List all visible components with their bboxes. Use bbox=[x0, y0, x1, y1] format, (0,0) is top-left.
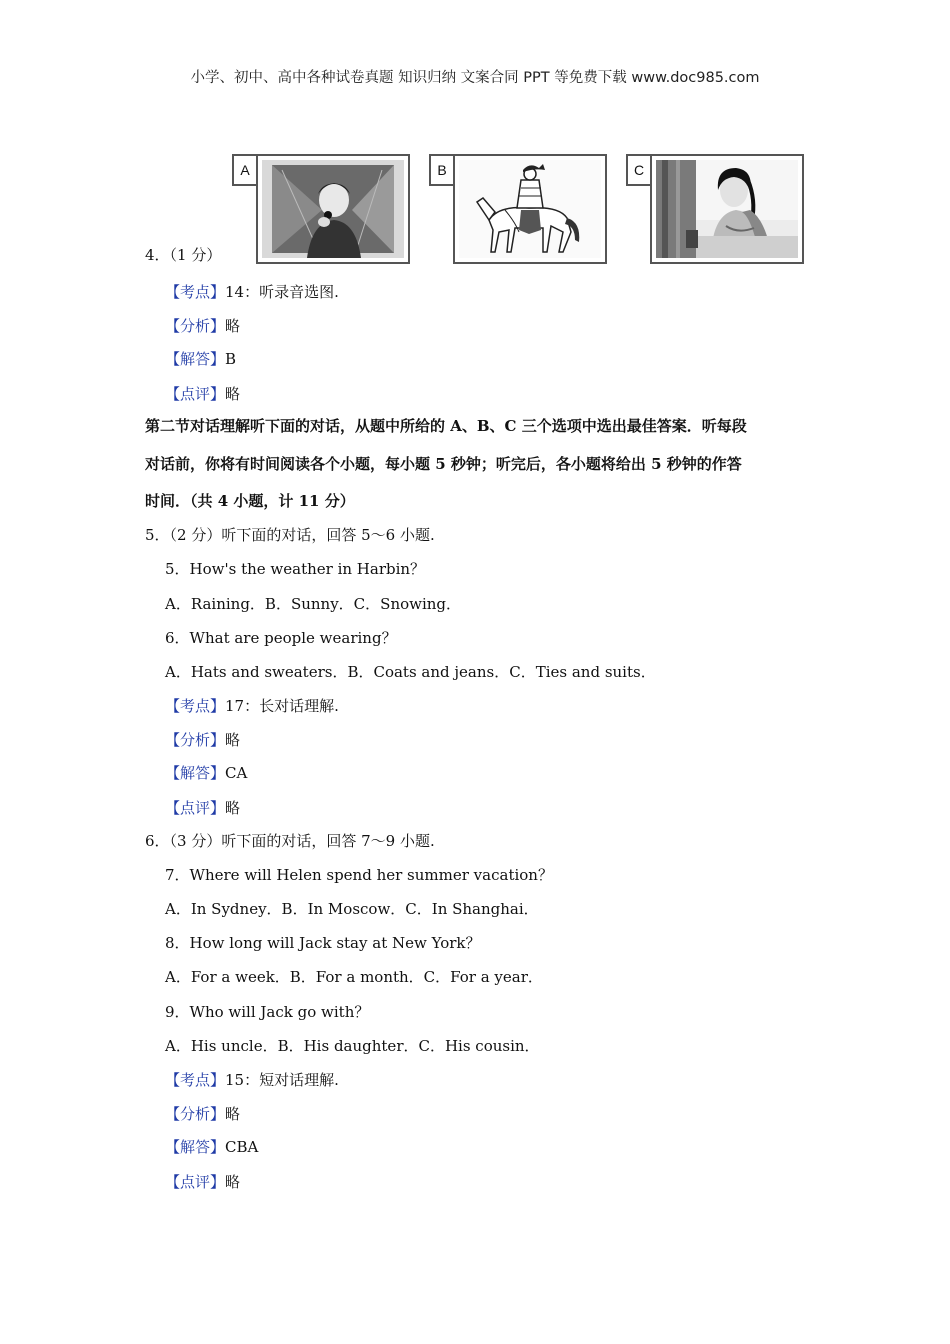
q6-number: 6．（3 分）听下面的对话，回答 7～9 小题. bbox=[145, 832, 435, 850]
fenxi-tag: 【分析】 bbox=[165, 1105, 226, 1123]
fenxi-text: 略 bbox=[225, 317, 241, 335]
picture-a-label: A bbox=[232, 154, 258, 186]
jieda-tag: 【解答】 bbox=[165, 350, 226, 368]
dianping-tag: 【点评】 bbox=[165, 1173, 226, 1191]
section-heading-line3: 时间．（共 4 小题，计 11 分） bbox=[145, 492, 355, 510]
knight-on-horse bbox=[459, 160, 601, 258]
q6-options3: A．His uncle．B．His daughter．C．His cousin． bbox=[165, 1037, 540, 1055]
girl-at-window bbox=[656, 160, 798, 258]
dianping-tag: 【点评】 bbox=[165, 385, 226, 403]
page-header: 小学、初中、高中各种试卷真题 知识归纳 文案合同 PPT 等免费下载 www.doc985.com bbox=[190, 70, 760, 86]
q6-fenxi bbox=[165, 1104, 240, 1124]
section-heading-line2: 对话前，你将有时间阅读各个小题，每小题 5 秒钟；听完后，各小题将给出 5 秒钟的作答 bbox=[145, 455, 742, 473]
q6-sub2: 8．How long will Jack stay at New York？ bbox=[165, 934, 481, 952]
fenxi-text: 略 bbox=[225, 1105, 241, 1123]
q6-options2: A．For a week．B．For a month．C．For a year． bbox=[165, 968, 543, 986]
kaodian-text: 15：短对话理解. bbox=[225, 1071, 339, 1089]
fenxi-tag: 【分析】 bbox=[165, 317, 226, 335]
dianping-text: 略 bbox=[225, 385, 241, 403]
q4-fenxi bbox=[165, 316, 240, 336]
picture-c-label: C bbox=[626, 154, 652, 186]
q6-sub1: 7．Where will Helen spend her summer vacation？ bbox=[165, 866, 553, 884]
q4-dianping bbox=[165, 384, 240, 404]
q5-kaodian bbox=[165, 696, 339, 716]
picture-b bbox=[437, 154, 607, 264]
dianping-tag: 【点评】 bbox=[165, 799, 226, 817]
picture-c bbox=[633, 154, 804, 264]
q5-options2: A．Hats and sweaters．B．Coats and jeans．C．Ties and suits． bbox=[165, 663, 656, 681]
jieda-text: CA bbox=[225, 764, 248, 782]
jieda-text: B bbox=[225, 350, 237, 368]
section-heading-line1: 第二节对话理解听下面的对话，从题中所给的 A、B、C 三个选项中选出最佳答案．听每段 bbox=[145, 417, 747, 435]
q4-kaodian bbox=[165, 282, 339, 302]
q5-fenxi bbox=[165, 730, 240, 750]
q6-jieda bbox=[165, 1137, 258, 1157]
q6-kaodian bbox=[165, 1070, 339, 1090]
dianping-text: 略 bbox=[225, 799, 241, 817]
q5-options1: A．Raining．B．Sunny．C．Snowing． bbox=[165, 595, 462, 613]
picture-a bbox=[240, 154, 410, 264]
dianping-text: 略 bbox=[225, 1173, 241, 1191]
q6-dianping bbox=[165, 1172, 240, 1192]
q5-dianping bbox=[165, 798, 240, 818]
kaodian-tag: 【考点】 bbox=[165, 1071, 226, 1089]
kaodian-text: 17：长对话理解. bbox=[225, 697, 339, 715]
q4-number: 4．（1 分） bbox=[145, 246, 222, 264]
kaodian-tag: 【考点】 bbox=[165, 697, 226, 715]
q5-number: 5．（2 分）听下面的对话，回答 5～6 小题. bbox=[145, 526, 435, 544]
q5-sub1: 5．How's the weather in Harbin？ bbox=[165, 560, 426, 578]
q4-jieda bbox=[165, 349, 236, 369]
q6-sub3: 9．Who will Jack go with？ bbox=[165, 1003, 370, 1021]
picture-b-label: B bbox=[429, 154, 455, 186]
singer-photo bbox=[262, 160, 404, 258]
fenxi-text: 略 bbox=[225, 731, 241, 749]
fenxi-tag: 【分析】 bbox=[165, 731, 226, 749]
jieda-tag: 【解答】 bbox=[165, 1138, 226, 1156]
kaodian-text: 14：听录音选图. bbox=[225, 283, 339, 301]
jieda-tag: 【解答】 bbox=[165, 764, 226, 782]
q6-options1: A．In Sydney．B．In Moscow．C．In Shanghai． bbox=[165, 900, 539, 918]
q5-jieda bbox=[165, 763, 247, 783]
jieda-text: CBA bbox=[225, 1138, 259, 1156]
kaodian-tag: 【考点】 bbox=[165, 283, 226, 301]
q5-sub2: 6．What are people wearing？ bbox=[165, 629, 397, 647]
